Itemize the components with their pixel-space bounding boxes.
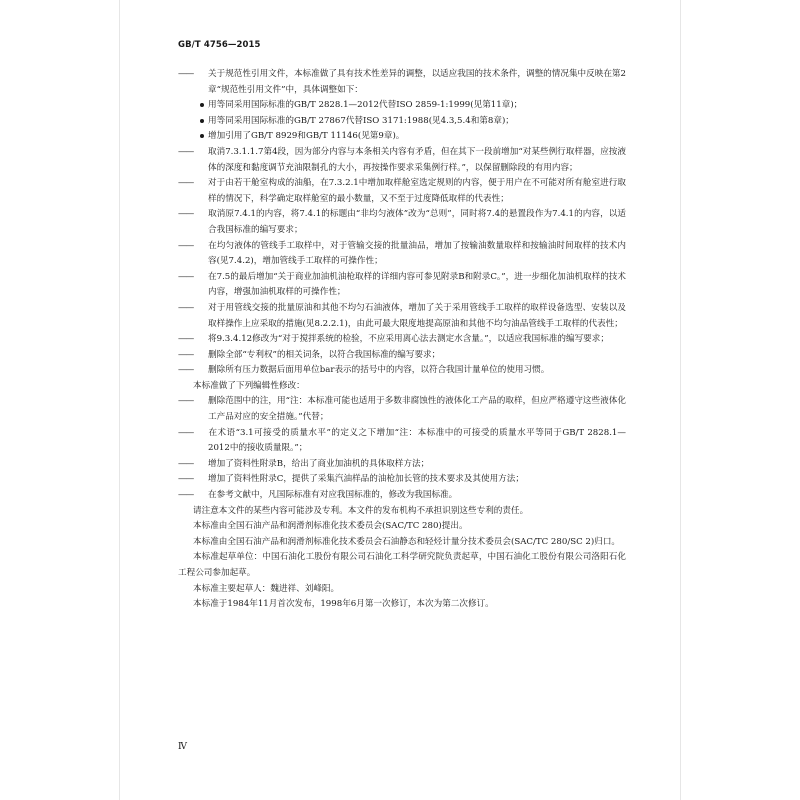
paragraph — [178, 504, 626, 520]
dash-list-item — [178, 363, 626, 379]
item-text: 本标准由全国石油产品和润滑剂标准化技术委员会石油静态和轻烃计量分技术委员会(SAC/TC 280/SC 2)归口。 — [193, 536, 621, 547]
em-dash-marker: —— — [178, 427, 194, 438]
item-text: 在术语“3.1可接受的质量水平”的定义之下增加“注：本标准中的可接受的质量水平等同于GB/T 2828.1—2012中的接收质量限。”； — [208, 427, 626, 454]
item-text: 本标准于1984年11月首次发布，1998年6月第一次修订，本次为第二次修订。 — [193, 599, 494, 610]
bullet-list-item — [178, 98, 626, 114]
paragraph — [178, 550, 626, 581]
dash-list-item — [178, 207, 626, 238]
left-margin — [0, 0, 120, 800]
item-text: 在均匀液体的管线手工取样中，对于管输交接的批量油品，增加了按输油数量取样和按输油时间取样的技术内容(见7.4.2)，增加管线手工取样的可操作性； — [208, 240, 626, 267]
paragraph — [178, 582, 626, 598]
item-text: 关于规范性引用文件，本标准做了具有技术性差异的调整，以适应我国的技术条件，调整的情况集中反映在第2章“规范性引用文件”中，具体调整如下： — [208, 69, 626, 95]
em-dash-marker: —— — [178, 146, 194, 157]
item-text: 删除范围中的注，用“注：本标准可能也适用于多数非腐蚀性的液体化工产品的取样，但应严格遵守这些液体化工产品对应的安全措施。”代替； — [208, 396, 626, 423]
bullet-dot-icon — [200, 134, 204, 138]
em-dash-marker: —— — [178, 334, 194, 345]
bullet-dot-icon — [200, 119, 204, 123]
item-text: 用等同采用国际标准的GB/T 27867代替ISO 3171:1988(见4.3,5.4和第8章)； — [208, 115, 514, 126]
em-dash-marker: —— — [178, 240, 194, 251]
item-text: 增加引用了GB/T 8929和GB/T 11146(见第9章)。 — [208, 131, 405, 142]
em-dash-marker: —— — [178, 349, 194, 360]
item-text: 增加了资料性附录C，提供了采集汽油样品的油枪加长管的技术要求及其使用方法； — [208, 474, 524, 485]
dash-list-item — [178, 348, 626, 364]
item-text: 删除全部“专利权”的相关词条，以符合我国标准的编写要求； — [208, 349, 441, 360]
em-dash-marker: —— — [178, 490, 194, 501]
dash-list-item — [178, 270, 626, 301]
item-text: 用等同采用国际标准的GB/T 2828.1—2012代替ISO 2859-1:1999(见第11章)； — [208, 100, 523, 111]
dash-list-item — [178, 176, 626, 207]
item-text: 本标准由全国石油产品和润滑剂标准化技术委员会(SAC/TC 280)提出。 — [193, 521, 468, 532]
item-text: 本标准主要起草人：魏进祥、刘峰阳。 — [193, 583, 340, 594]
standard-code-header: GB/T 4756—2015 — [178, 40, 261, 50]
item-text: 取消原7.4.1的内容，将7.4.1的标题由“非均匀液体”改为“总则”，同时将7.4的悬置段作为7.4.1的内容，以适合我国标准的编写要求； — [208, 209, 626, 235]
em-dash-marker: —— — [178, 178, 194, 189]
em-dash-marker: —— — [178, 69, 194, 79]
dash-list-item — [178, 332, 626, 348]
dash-list-item — [178, 488, 626, 504]
bullet-dot-icon — [200, 103, 204, 107]
item-text: 请注意本文件的某些内容可能涉及专利。本文件的发布机构不承担识别这些专利的责任。 — [193, 505, 529, 516]
paragraph — [178, 597, 626, 613]
right-margin — [680, 0, 800, 800]
item-text: 在7.5的最后增加“关于商业加油机油枪取样的详细内容可参见附录B和附录C。”，进一步细化加油机取样的技术内容，增强加油机取样的可操作性； — [208, 271, 626, 298]
em-dash-marker: —— — [178, 302, 194, 313]
item-text: 取消7.3.1.1.7第4段，因为部分内容与本条相关内容有矛盾，但在其下一段前增加“对某些例行取样器，应按液体的深度和黏度调节充油限制孔的大小，再按操作要求采集例行样。”，以保留删除段的有用内容； — [208, 146, 626, 173]
dash-list-item — [178, 457, 626, 473]
item-text: 对于用管线交接的批量原油和其他不均匀石油液体，增加了关于采用管线手工取样的取样设备选型、安装以及取样操作上应采取的措施(见8.2.2.1)，由此可最大限度地提高原油和其他不均匀油品管线手工取样的代表性； — [208, 302, 626, 329]
dash-list-item — [178, 239, 626, 270]
item-text: 增加了资料性附录B，给出了商业加油机的具体取样方法； — [208, 458, 430, 469]
dash-list-item — [178, 67, 626, 98]
paragraph — [178, 519, 626, 535]
item-text: 本标准起草单位：中国石油化工股份有限公司石油化工科学研究院负责起草，中国石油化工股份有限公司洛阳石化工程公司参加起草。 — [178, 552, 626, 578]
dash-list-item — [178, 472, 626, 488]
bullet-list-item — [178, 114, 626, 130]
em-dash-marker: —— — [178, 458, 194, 469]
item-text: 对于由若干舱室构成的油船，在7.3.2.1中增加取样舱室选定规则的内容，便于用户在不可能对所有舱室进行取样的情况下，科学确定取样舱室的最小数量，又不至于过度降低取样的代表性； — [208, 178, 626, 204]
item-text: 删除所有压力数据后面用单位bar表示的括号中的内容，以符合我国计量单位的使用习惯。 — [208, 365, 550, 376]
dash-list-item — [178, 301, 626, 332]
dash-list-item — [178, 394, 626, 425]
em-dash-marker: —— — [178, 209, 194, 220]
item-text: 本标准做了下列编辑性修改： — [193, 380, 305, 391]
dash-list-item — [178, 145, 626, 176]
page-number: Ⅳ — [178, 742, 187, 752]
document-page — [120, 0, 680, 800]
paragraph — [178, 379, 626, 395]
item-text: 在参考文献中，凡国际标准有对应我国标准的，修改为我国标准。 — [208, 490, 458, 501]
paragraph — [178, 535, 626, 551]
em-dash-marker: —— — [178, 474, 194, 485]
em-dash-marker: —— — [178, 365, 194, 376]
dash-list-item — [178, 426, 626, 457]
foreword-body — [178, 67, 626, 613]
item-text: 将9.3.4.12修改为“对于搅拌系统的检验，不应采用离心法去测定水含量。”，以适应我国标准的编写要求； — [208, 334, 609, 345]
bullet-list-item — [178, 129, 626, 145]
em-dash-marker: —— — [178, 396, 194, 407]
em-dash-marker: —— — [178, 271, 194, 282]
